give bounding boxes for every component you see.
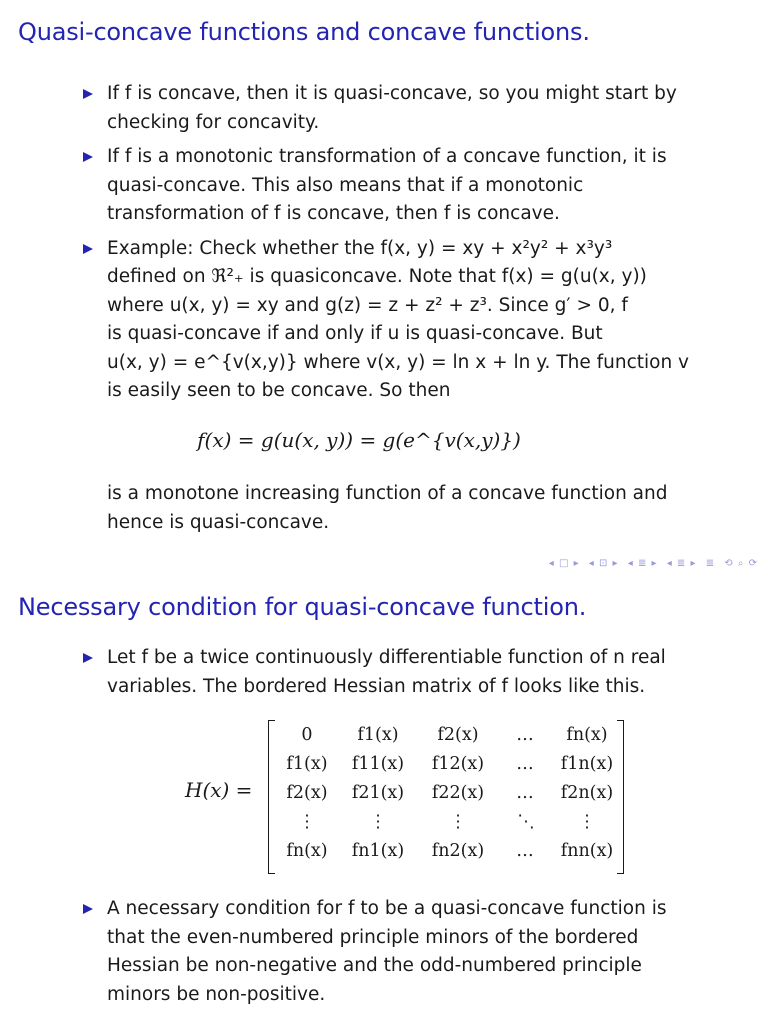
nav-search-icon[interactable]: ⟲ ⌕ ⟳: [724, 558, 758, 569]
bullet-line: quasi-concave. This also means that if a monotonic: [107, 174, 584, 196]
bullet-line: transformation of f is concave, then f is concave.: [107, 203, 560, 224]
matrix-cell: f11(x): [351, 753, 405, 774]
bordered-hessian-matrix: [0, 710, 768, 880]
bullet-line: minors be non-positive.: [107, 983, 326, 1005]
nav-align-icon[interactable]: ≣: [705, 558, 716, 569]
bullet-triangle-icon: [83, 904, 93, 914]
bullet-triangle-icon: [83, 152, 93, 162]
matrix-cell: f22(x): [431, 782, 485, 803]
matrix-cell: f21(x): [351, 782, 405, 803]
bullet-item: [0, 80, 768, 137]
bullet-line: that the even-numbered principle minors of the bordered: [107, 926, 639, 948]
matrix-cell: f1(x): [286, 753, 328, 774]
bullet-line: If f is a monotonic transformation of a concave function, it is: [107, 146, 667, 167]
bullet-line: Let f be a twice continuously differentiable function of n real: [107, 647, 666, 668]
matrix-label: H(x) =: [185, 778, 253, 802]
matrix-cell: f2(x): [286, 782, 328, 803]
bullet-line: hence is quasi-concave.: [107, 511, 330, 533]
bullet-list: [0, 644, 768, 701]
matrix-row: [275, 720, 621, 749]
matrix-cell: …: [516, 782, 536, 803]
matrix-cell: fn(x): [566, 724, 608, 745]
bullet-triangle-icon: [83, 244, 93, 254]
display-equation: f(x) = g(u(x, y)) = g(e^{v(x,y)}): [197, 427, 521, 452]
bullet-line: is quasi-concave if and only if u is quasi-concave. But: [107, 323, 603, 344]
matrix-row: [275, 778, 621, 807]
bullet-list: [0, 895, 768, 1009]
matrix-cell: ⋱: [517, 811, 535, 832]
bullet-line: A necessary condition for f to be a quasi-concave function is: [107, 898, 667, 919]
matrix-cell: f1n(x): [560, 753, 614, 774]
nav-first-icon[interactable]: ◂ □ ▸: [548, 558, 580, 569]
slide-title: Quasi-concave functions and concave functions.: [18, 18, 590, 46]
bullet-list: [0, 80, 768, 537]
matrix-cell: ⋮: [578, 811, 596, 832]
matrix-right-bracket: [617, 720, 624, 874]
matrix-cell: f2n(x): [560, 782, 614, 803]
matrix-cell: ⋮: [369, 811, 387, 832]
bullet-line: checking for concavity.: [107, 111, 320, 133]
matrix-cell: f1(x): [357, 724, 399, 745]
slide-title: Necessary condition for quasi-concave function.: [18, 593, 587, 621]
matrix-cell: …: [516, 840, 536, 861]
matrix-cell: fnn(x): [560, 840, 614, 861]
bullet-item-example: [0, 235, 768, 538]
bullet-triangle-icon: [83, 653, 93, 663]
bullet-line: u(x, y) = e^{v(x,y)} where v(x, y) = ln x + ln y. The function v: [107, 351, 690, 373]
nav-subsection-icon[interactable]: ◂ ≣ ▸: [666, 558, 697, 569]
bullet-line: Example: Check whether the f(x, y) = xy + x²y² + x³y³: [107, 237, 613, 259]
matrix-cell: 0: [301, 724, 313, 745]
nav-section-icon[interactable]: ◂ ≣ ▸: [627, 558, 658, 569]
bullet-line: variables. The bordered Hessian matrix of f looks like this.: [107, 675, 646, 697]
beamer-navigation-bar: [544, 558, 758, 569]
matrix-cell: fn1(x): [351, 840, 405, 861]
matrix-row: [275, 749, 621, 778]
bullet-item: [0, 644, 768, 701]
matrix-table: [275, 720, 621, 865]
bullet-line: defined on ℜ²₊ is quasiconcave. Note that f(x) = g(u(x, y)): [107, 266, 647, 287]
nav-frame-icon[interactable]: ◂ ⊡ ▸: [588, 558, 619, 569]
matrix-cell: fn(x): [286, 840, 328, 861]
bullet-triangle-icon: [83, 89, 93, 99]
matrix-cell: f12(x): [431, 753, 485, 774]
bullet-item: [0, 143, 768, 229]
bullet-line: is a monotone increasing function of a concave function and: [107, 483, 668, 504]
bullet-line: Hessian be non-negative and the odd-numbered principle: [107, 955, 642, 976]
bullet-line: is easily seen to be concave. So then: [107, 380, 451, 401]
matrix-cell: fn2(x): [431, 840, 485, 861]
matrix-cell: f2(x): [437, 724, 479, 745]
matrix-cell: ⋮: [449, 811, 467, 832]
matrix-left-bracket: [268, 720, 275, 874]
bullet-line: If f is concave, then it is quasi-concave, so you might start by: [107, 83, 677, 104]
matrix-row: [275, 807, 621, 836]
matrix-row: [275, 836, 621, 865]
matrix-cell: …: [516, 724, 536, 745]
bullet-line: where u(x, y) = xy and g(z) = z + z² + z³. Since g′ > 0, f: [107, 294, 628, 316]
matrix-cell: ⋮: [298, 811, 316, 832]
matrix-cell: …: [516, 753, 536, 774]
bullet-item: [0, 895, 768, 1009]
slide-necessary-condition: [0, 575, 768, 1024]
